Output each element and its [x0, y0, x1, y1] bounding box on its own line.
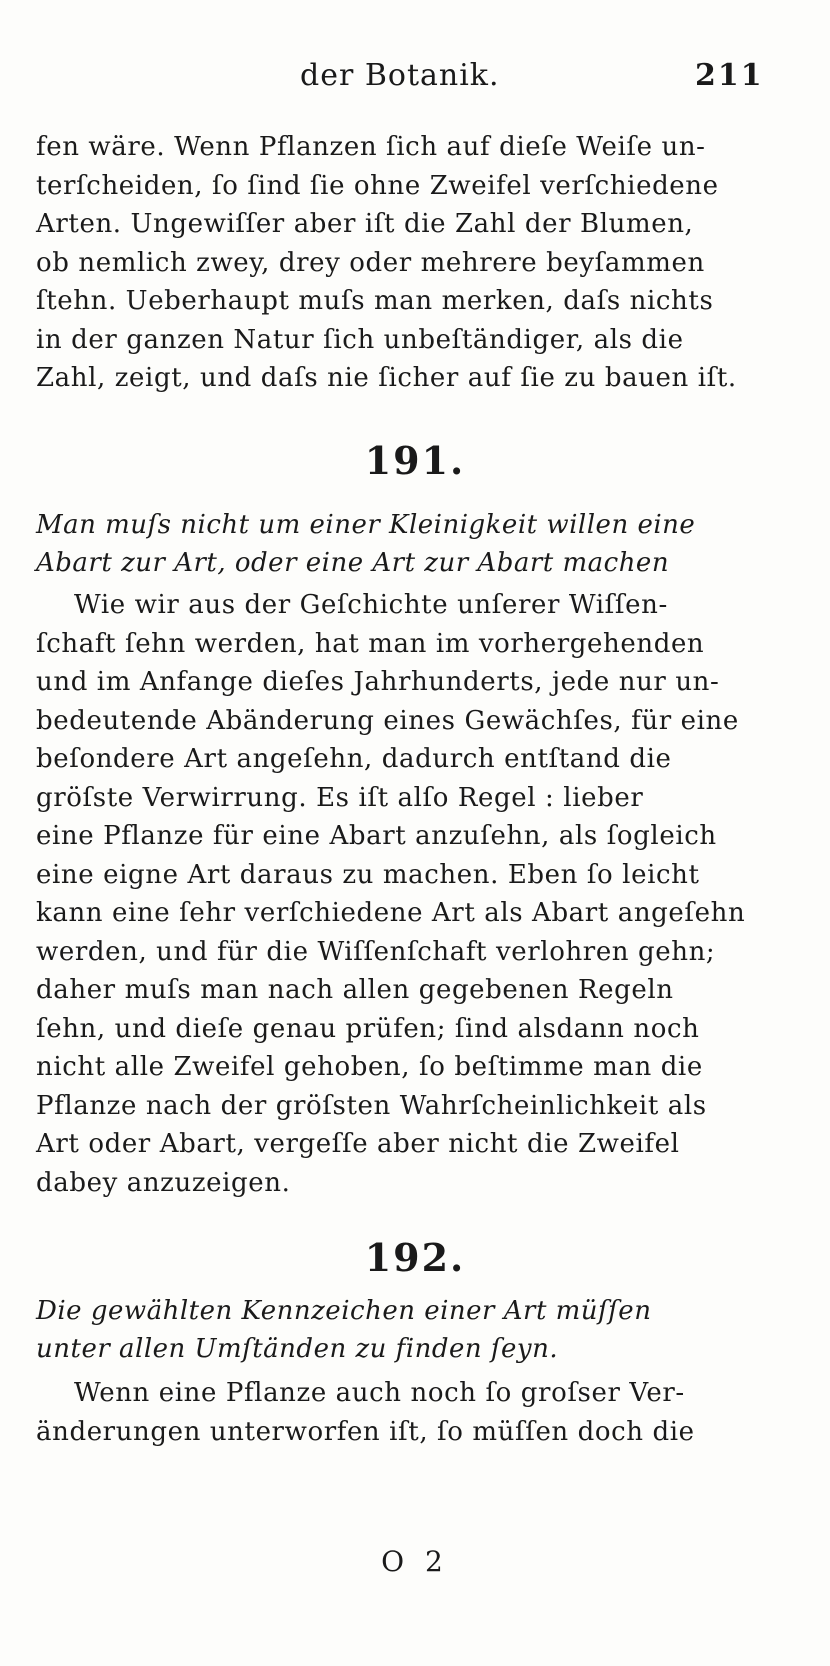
text-line: eine Pflanze für eine Abart anzuſehn, als ſogleich [36, 821, 717, 851]
section-191-body [36, 586, 788, 1202]
text-line: ſehn, und dieſe genau prüfen; ſind alsdann noch [36, 1013, 700, 1044]
text-line: ſchaft ſehn werden, hat man im vorhergehenden [36, 628, 705, 659]
text-line: gröſste Verwirrung. Es iſt alſo Regel : lieber [36, 782, 644, 813]
text-line: Arten. Ungewiſſer aber iſt die Zahl der Blumen, [36, 209, 694, 239]
section-192-rule [36, 1292, 788, 1368]
text-line: beſondere Art angeſehn, dadurch entſtand die [36, 744, 672, 774]
text-line: änderungen unterworfen iſt, ſo müſſen doch die [36, 1416, 695, 1447]
section-number-192: 192. [364, 1235, 466, 1280]
text-line: Wie wir aus der Geſchichte unſerer Wiſſen- [74, 590, 668, 620]
rule-line: Die gewählten Kennzeichen einer Art müſſen [36, 1296, 652, 1326]
text-line: ſtehn. Ueberhaupt muſs man merken, daſs nichts [36, 286, 714, 316]
text-line: und im Anfange dieſes Jahrhunderts, jede nur un- [36, 667, 720, 697]
text-line: Wenn eine Pflanze auch noch ſo groſser Ver- [74, 1378, 685, 1408]
continuation-paragraph [36, 128, 788, 398]
text-line: ob nemlich zwey, drey oder mehrere beyſammen [36, 247, 705, 278]
text-line: terſcheiden, ſo ſind ſie ohne Zweifel verſchiedene [36, 170, 719, 201]
text-line: kann eine ſehr verſchiedene Art als Abart angeſehn [36, 898, 746, 928]
section-192-body [36, 1374, 788, 1451]
text-line: fen wäre. Wenn Pflanzen ſich auf dieſe Weiſe un- [36, 132, 706, 162]
signature-mark: O 2 [381, 1545, 449, 1578]
text-line: dabey anzuzeigen. [36, 1167, 291, 1198]
page-header [0, 58, 830, 98]
rule-line: Abart zur Art, oder eine Art zur Abart machen [36, 548, 670, 578]
text-line: in der ganzen Natur ſich unbeſtändiger, als die [36, 324, 684, 355]
section-191-rule [36, 506, 788, 582]
text-line: bedeutende Abänderung eines Gewächſes, für eine [36, 705, 739, 736]
section-number-191: 191. [364, 438, 466, 483]
text-line: eine eigne Art daraus zu machen. Eben ſo leicht [36, 859, 700, 890]
rule-line: unter allen Umſtänden zu finden ſeyn. [36, 1334, 559, 1364]
text-line: nicht alle Zweifel gehoben, ſo beſtimme man die [36, 1052, 703, 1082]
page-number: 211 [695, 58, 764, 93]
text-line: werden, und für die Wiſſenſchaft verlohren gehn; [36, 936, 716, 967]
running-title: der Botanik. [300, 58, 500, 93]
rule-line: Man muſs nicht um einer Kleinigkeit willen eine [36, 510, 696, 540]
text-line: Art oder Abart, vergeſſe aber nicht die Zweifel [36, 1129, 680, 1159]
text-line: daher muſs man nach allen gegebenen Regeln [36, 975, 674, 1005]
text-line: Pflanze nach der gröſsten Wahrſcheinlichkeit als [36, 1090, 707, 1121]
text-line: Zahl, zeigt, und daſs nie ſicher auf ſie zu bauen iſt. [36, 363, 737, 393]
